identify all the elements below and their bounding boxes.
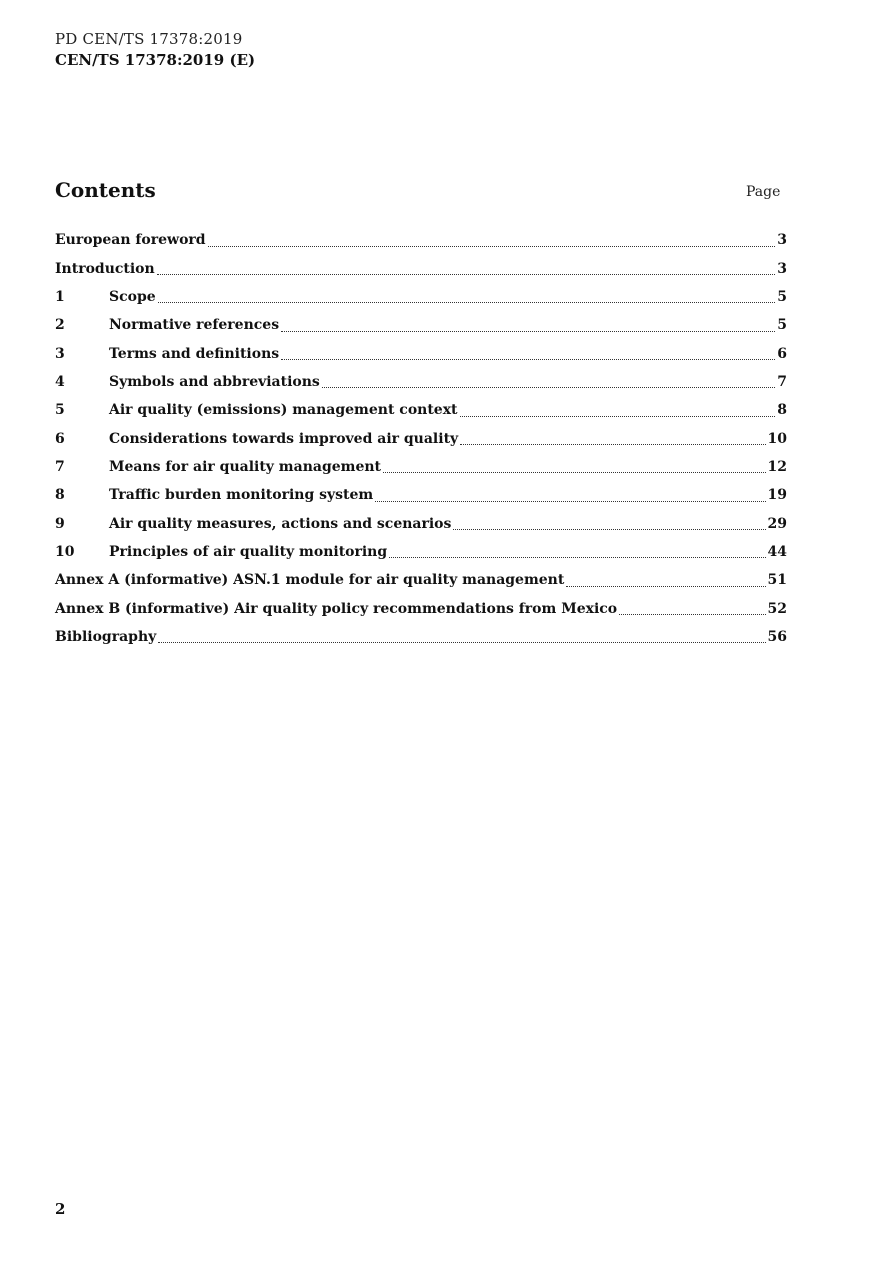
toc-entry-title: Principles of air quality monitoring <box>109 543 388 560</box>
toc-dot-leader <box>460 430 765 445</box>
toc-dot-leader <box>453 515 765 530</box>
toc-entry[interactable] <box>55 566 787 594</box>
toc-entry-page: 10 <box>767 430 787 447</box>
toc-entry-title: Air quality measures, actions and scenarios <box>109 515 452 532</box>
toc-entry-title: Bibliography <box>55 628 157 645</box>
toc-entry-title: Considerations towards improved air quality <box>109 430 459 447</box>
toc-entry-page: 3 <box>777 260 787 277</box>
document-id-edition: CEN/TS 17378:2019 (E) <box>55 51 256 69</box>
toc-dot-leader <box>281 345 775 360</box>
document-id: PD CEN/TS 17378:2019 <box>55 30 243 48</box>
toc-entry-title: Traffic burden monitoring system <box>109 487 374 504</box>
toc-dot-leader <box>158 628 765 643</box>
toc-entry-number: 6 <box>55 430 65 447</box>
toc-entry-title: Annex A (informative) ASN.1 module for air quality management <box>55 572 565 589</box>
toc-dot-leader <box>208 232 776 247</box>
toc-entry[interactable] <box>55 339 787 367</box>
toc-entry-title: Annex B (informative) Air quality policy recommendations from Mexico <box>55 600 618 617</box>
toc-entry-title: Introduction <box>55 260 155 277</box>
toc-entry[interactable] <box>55 509 787 537</box>
toc-entry-page: 51 <box>767 572 787 589</box>
toc-entry-number: 8 <box>55 487 65 504</box>
toc-entry-title: Air quality (emissions) management context <box>109 402 458 419</box>
page-column-label: Page <box>746 184 781 200</box>
toc-entry-page: 56 <box>767 628 787 645</box>
toc-entry[interactable] <box>55 254 787 282</box>
toc-entry-page: 5 <box>777 317 787 334</box>
toc-entry[interactable] <box>55 226 787 254</box>
toc-entry[interactable] <box>55 538 787 566</box>
toc-dot-leader <box>158 288 776 303</box>
toc-entry-title: Symbols and abbreviations <box>109 373 320 390</box>
toc-entry-page: 3 <box>777 232 787 249</box>
toc-entry[interactable] <box>55 311 787 339</box>
toc-entry-title: Normative references <box>109 317 280 334</box>
toc-entry-page: 6 <box>777 345 787 362</box>
toc-entry-number: 1 <box>55 288 65 305</box>
toc-dot-leader <box>322 373 775 388</box>
toc-entry-number: 5 <box>55 402 65 419</box>
toc-entry[interactable] <box>55 283 787 311</box>
toc-dot-leader <box>566 572 765 587</box>
toc-dot-leader <box>375 487 765 502</box>
toc-entry-title: Terms and definitions <box>109 345 280 362</box>
toc-entry-title: Scope <box>109 288 156 305</box>
toc-entry-number: 7 <box>55 458 65 475</box>
toc-entry-page: 12 <box>767 458 787 475</box>
toc-entry-page: 8 <box>777 402 787 419</box>
toc-entry[interactable] <box>55 396 787 424</box>
toc-entry-page: 19 <box>767 487 787 504</box>
toc-dot-leader <box>619 600 765 615</box>
toc-entry-page: 5 <box>777 288 787 305</box>
toc-dot-leader <box>460 402 776 417</box>
toc-dot-leader <box>383 458 766 473</box>
toc-entry[interactable] <box>55 368 787 396</box>
page-number: 2 <box>55 1200 66 1218</box>
toc-entry-title: Means for air quality management <box>109 458 382 475</box>
toc-dot-leader <box>157 260 776 275</box>
toc-entry-page: 7 <box>777 373 787 390</box>
toc-entry-title: European foreword <box>55 232 206 249</box>
toc-entry-page: 52 <box>767 600 787 617</box>
toc-entry[interactable] <box>55 453 787 481</box>
toc-dot-leader <box>281 317 775 332</box>
toc-entry-page: 44 <box>767 543 787 560</box>
toc-entry[interactable] <box>55 481 787 509</box>
toc-dot-leader <box>389 543 765 558</box>
toc-entry-number: 4 <box>55 373 65 390</box>
toc-entry[interactable] <box>55 424 787 452</box>
toc-entry-number: 2 <box>55 317 65 334</box>
table-of-contents <box>55 226 787 651</box>
toc-entry[interactable] <box>55 594 787 622</box>
toc-entry-number: 3 <box>55 345 65 362</box>
toc-entry-number: 9 <box>55 515 65 532</box>
toc-entry[interactable] <box>55 623 787 651</box>
toc-entry-number: 10 <box>55 543 75 560</box>
contents-title: Contents <box>55 178 156 202</box>
toc-entry-page: 29 <box>767 515 787 532</box>
